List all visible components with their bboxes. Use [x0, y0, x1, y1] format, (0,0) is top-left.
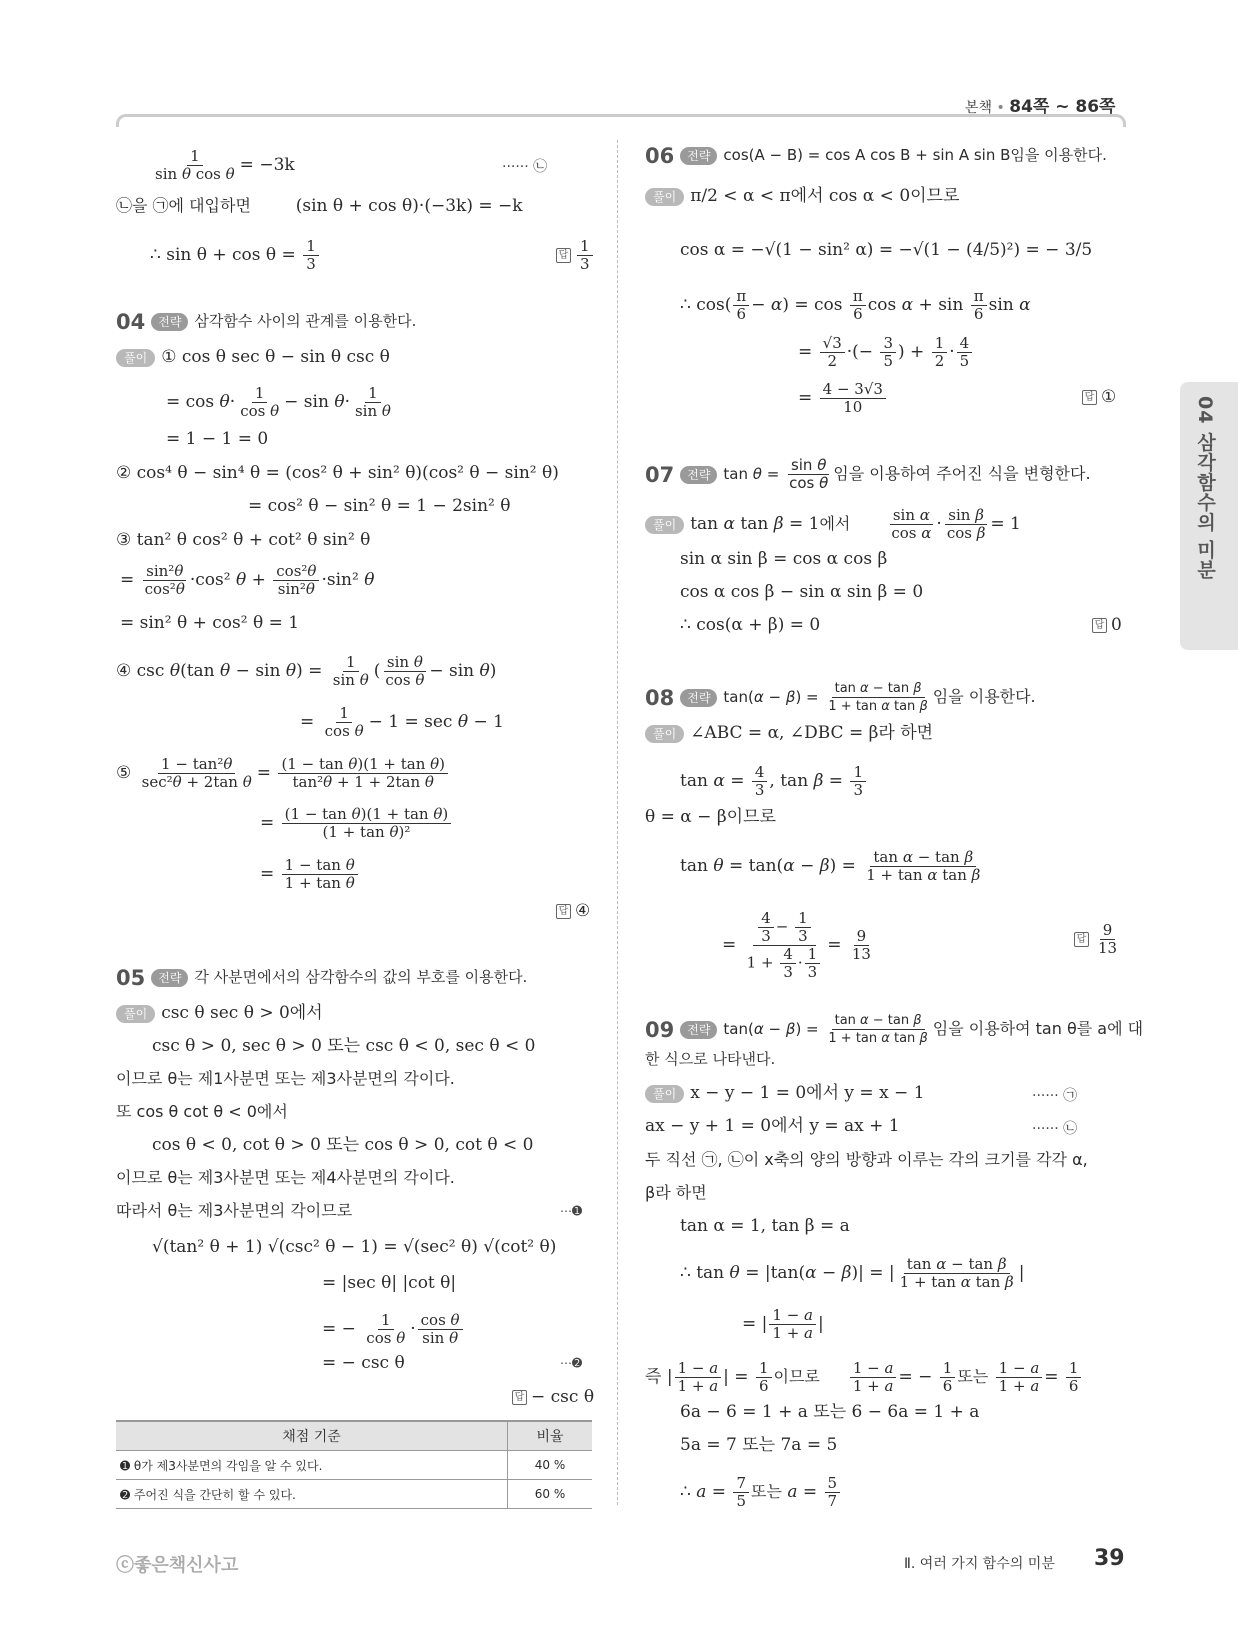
mark-2: ······ ㉡ — [1032, 1121, 1078, 1137]
p04-line7: = $\frac{\text{sin²θ}}{\text{cos²θ}}$ ·cos² θ + $\frac{\text{cos²θ}}{\text{sin²θ}}$ ·sin² θ — [120, 562, 375, 598]
p07-line1: 풀이 tan α tan β = 1에서 $\frac{\text{sin α}}{\text{cos α}}$ · $\frac{\text{sin β}}{\text{cos β}}$ = 1 — [645, 507, 1021, 542]
p05-line5: cos θ < 0, cot θ > 0 또는 cos θ > 0, cot θ < 0 — [152, 1135, 534, 1155]
p04-line9: ④ csc θ(tan θ − sin θ) = $\frac{1}{\text{sin θ}}$ ( $\frac{\text{sin θ}}{\text{cos θ}}$ − sin θ) — [116, 653, 497, 689]
solution-tag: 풀이 — [645, 725, 684, 743]
left-top-line3: ∴ sin θ + cos θ = $\frac{1}{3}$ — [150, 238, 321, 273]
p08-line1 — [645, 722, 933, 744]
p04-line12: = $\frac{\text{(1 − tan θ)(1 + tan θ)}}{\text{(1 + tan θ)²}}$ — [260, 806, 453, 841]
p09-line6: ∴ tan θ = |tan(α − β)| = | $\frac{\text{tan α − tan β}}{\text{1 + tan α tan β}}$ | — [680, 1255, 1025, 1291]
strategy-text: tan(α − β) = $\frac{\text{tan α − tan β}}{\text{1 + tan α tan β}}$ 임을 이용하여 tan θ를 a에 대 — [723, 1013, 1144, 1046]
line-rhs: = −3k — [239, 155, 295, 175]
p08-line4: tan θ = tan(α − β) = $\frac{\text{tan α − tan β}}{\text{1 + tan α tan β}}$ — [680, 848, 981, 884]
p04-l1: ① cos θ sec θ − sin θ csc θ — [161, 347, 390, 367]
table-row — [116, 1451, 592, 1480]
page-number: 39 — [1094, 1546, 1125, 1571]
p05-l1: csc θ sec θ > 0에서 — [161, 1003, 323, 1023]
answer-top: 답 $\frac{1}{3}$ — [556, 238, 595, 273]
table-cell: ➊ θ가 제3사분면의 각임을 알 수 있다. — [116, 1451, 508, 1480]
left-top-line1: $\frac{1}{\text{sin θ cos θ}}$ = −3k — [155, 147, 295, 183]
p08-line2: tan α = $\frac{4}{3}$ , tan β = $\frac{1}{3}$ — [680, 764, 868, 799]
solution-tag: 풀이 — [116, 349, 155, 367]
p05-line6: 이므로 θ는 제3사분면 또는 제4사분면의 각이다. — [116, 1168, 455, 1187]
p05-line9: = |sec θ| |cot θ| — [322, 1273, 457, 1293]
answer-06 — [1082, 386, 1116, 408]
header-book: 본책 — [965, 100, 993, 116]
answer-value: 0 — [1111, 615, 1122, 635]
p06-line2: cos α = −√(1 − sin² α) = −√(1 − (4/5)²) = − 3/5 — [680, 240, 1093, 260]
table-cell: ➋ 주어진 식을 간단히 할 수 있다. — [116, 1480, 508, 1509]
p04-line5: = cos² θ − sin² θ = 1 − 2sin² θ — [248, 496, 511, 516]
strategy-text: tan θ = $\frac{\text{sin θ}}{\text{cos θ}}$ 임을 이용하여 주어진 식을 변형한다. — [723, 456, 1091, 492]
p09-line10: 5a = 7 또는 7a = 5 — [680, 1435, 838, 1455]
substitute-math: (sin θ + cos θ)·(−3k) = −k — [295, 196, 523, 216]
p05-line11: = − csc θ — [322, 1353, 405, 1373]
p09-line8: 즉 | $\frac{1 - a}{1 + a}$ | = $\frac{1}{6}$ 이므로 $\frac{1 - a}{1 + a}$ = − $\frac{1}{6}$ 또는 $\frac{1 - a}{1 + a}$ = $\frac{1}{6}$ — [645, 1360, 1083, 1395]
mark-step1: ⋯➊ — [560, 1204, 583, 1218]
answer-value: ① — [1101, 387, 1117, 407]
p09-line2: ax − y + 1 = 0에서 y = ax + 1 — [645, 1116, 900, 1136]
mark-1: ······ ㉠ — [1032, 1088, 1078, 1104]
p04-line3: = 1 − 1 = 0 — [166, 429, 269, 449]
header-rule — [116, 114, 1126, 127]
page-header: 본책 • 84쪽 ~ 86쪽 — [965, 97, 1116, 117]
strategy-text: cos(A − B) = cos A cos B + sin A sin B임을 이용한다. — [723, 146, 1107, 164]
p04-line13: = $\frac{\text{1 − tan θ}}{\text{1 + tan θ}}$ — [260, 857, 360, 892]
strategy-tag: 전략 — [151, 969, 188, 987]
scoring-table — [116, 1420, 592, 1509]
table-row — [116, 1480, 592, 1509]
p05-line7: 따라서 θ는 제3사분면의 각이므로 — [116, 1201, 353, 1220]
p09-l1: x − y − 1 = 0에서 y = x − 1 — [690, 1083, 925, 1103]
p05-line1 — [116, 1002, 323, 1024]
p04-line1 — [116, 346, 390, 368]
p07-line2: sin α sin β = cos α cos β — [680, 549, 888, 569]
answer-icon: 답 — [1082, 390, 1097, 405]
p05-line3: 이므로 θ는 제1사분면 또는 제3사분면의 각이다. — [116, 1069, 455, 1088]
strategy-tag: 전략 — [680, 147, 717, 165]
p09-line3: 두 직선 ㉠, ㉡이 x축의 양의 방향과 이루는 각의 크기를 각각 α, — [645, 1150, 1088, 1169]
mark-2: ······ ㉡ — [502, 159, 548, 175]
p04-line4: ② cos⁴ θ − sin⁴ θ = (cos² θ + sin² θ)(cos² θ − sin² θ) — [116, 463, 559, 483]
p05-line2: csc θ > 0, sec θ > 0 또는 csc θ < 0, sec θ < 0 — [152, 1036, 536, 1056]
answer-05 — [512, 1386, 594, 1408]
header-pages: 84쪽 ~ 86쪽 — [1009, 97, 1116, 117]
chapter-side-tab — [1180, 382, 1238, 650]
strategy-text: tan(α − β) = $\frac{\text{tan α − tan β}}{\text{1 + tan α tan β}}$ 임을 이용한다. — [723, 681, 1036, 714]
problem-number: 08 — [645, 685, 675, 710]
p04-line6: ③ tan² θ cos² θ + cot² θ sin² θ — [116, 530, 371, 550]
p05-line10: = − $\frac{1}{\text{cos θ}}$ · $\frac{\text{cos θ}}{\text{sin θ}}$ — [322, 1312, 465, 1347]
problem-06-heading — [645, 144, 1107, 167]
p09-strategy-line2: 한 식으로 나타낸다. — [645, 1050, 776, 1068]
problem-04-heading — [116, 310, 416, 333]
answer-04 — [556, 900, 590, 922]
p04-line8: = sin² θ + cos² θ = 1 — [120, 613, 300, 633]
p06-line3: ∴ cos( $\frac{\pi}{6}$ − α) = cos $\frac{\pi}{6}$ cos α + sin $\frac{\pi}{6}$ sin α — [680, 287, 1031, 323]
answer-07 — [1092, 614, 1122, 636]
p08-line3: θ = α − β이므로 — [645, 807, 776, 827]
left-top-line2 — [116, 195, 523, 217]
p07-line3: cos α cos β − sin α sin β = 0 — [680, 582, 924, 602]
answer-icon: 답 — [1074, 932, 1089, 947]
p09-line4: β라 하면 — [645, 1183, 707, 1202]
footer-chapter: Ⅱ. 여러 가지 함수의 미분 — [904, 1556, 1055, 1572]
p09-line1 — [645, 1082, 925, 1104]
answer-value: − csc θ — [531, 1387, 595, 1407]
strategy-tag: 전략 — [151, 313, 188, 331]
problem-number: 04 — [116, 309, 146, 334]
p06-line5: = $\frac{4 - 3√3}{10}$ — [798, 381, 888, 416]
p05-line4: 또 cos θ cot θ < 0에서 — [116, 1102, 288, 1121]
solution-tag: 풀이 — [645, 516, 684, 534]
p05-line8: √(tan² θ + 1) √(csc² θ − 1) = √(sec² θ) √(cot² θ) — [152, 1237, 557, 1257]
solution-tag: 풀이 — [645, 1085, 684, 1103]
mark-step2: ⋯➋ — [560, 1356, 583, 1370]
problem-07-heading — [645, 457, 1091, 492]
problem-number: 09 — [645, 1017, 675, 1042]
problem-number: 07 — [645, 462, 675, 487]
answer-icon: 답 — [556, 904, 571, 919]
table-cell: 60 % — [508, 1480, 593, 1509]
result-text: ∴ sin θ + cos θ = — [150, 245, 296, 265]
footer-brand: ⓒ좋은책신사고 — [116, 1555, 239, 1576]
p06-l1: π/2 < α < π에서 cos α < 0이므로 — [690, 186, 960, 206]
answer-08: 답 $\frac{9}{13}$ — [1074, 922, 1122, 957]
p09-line7: = | $\frac{1 - a}{1 + a}$ | — [742, 1306, 824, 1342]
p09-line9: 6a − 6 = 1 + a 또는 6 − 6a = 1 + a — [680, 1402, 980, 1422]
answer-icon: 답 — [556, 248, 571, 263]
strategy-tag: 전략 — [680, 689, 717, 707]
p04-line11: ⑤ $\frac{\text{1 − tan²θ}}{\text{sec²θ + 2tan θ}}$ = $\frac{\text{(1 − tan θ)(1 + tan θ)}}{\text{tan²θ + 1 + 2tan θ}}$ — [116, 756, 450, 791]
problem-05-heading — [116, 966, 527, 989]
solution-tag: 풀이 — [645, 188, 684, 206]
answer-icon: 답 — [1092, 618, 1107, 633]
problem-number: 06 — [645, 143, 675, 168]
problem-09-heading — [645, 1012, 1143, 1047]
side-tab-label: 04 삼각함수의 미분 — [1194, 396, 1216, 580]
p06-line4: = $\frac{√3}{2}$ ·(− $\frac{3}{5}$ ) + $\frac{1}{2}$ · $\frac{4}{5}$ — [798, 335, 974, 370]
table-header-ratio: 비율 — [508, 1421, 593, 1451]
answer-icon: 답 — [512, 1390, 527, 1405]
p08-line5: = $\frac{4}{3}$ − $\frac{1}{3}$ 1 + $\frac{4}{3}$ · $\frac{1}{3}$ = $\frac{9}{13}$ — [722, 909, 871, 981]
column-divider — [617, 140, 618, 1505]
table-header-criteria: 채점 기준 — [116, 1421, 508, 1451]
answer-value: ④ — [575, 901, 591, 921]
p06-line1 — [645, 185, 959, 207]
problem-number: 05 — [116, 965, 146, 990]
p04-line10: = $\frac{1}{\text{cos θ}}$ − 1 = sec θ − 1 — [300, 704, 504, 740]
p04-line2: = cos θ· $\frac{1}{\text{cos θ}}$ − sin θ· $\frac{1}{\text{sin θ}}$ — [166, 384, 391, 420]
strategy-text: 각 사분면에서의 삼각함수의 값의 부호를 이용한다. — [194, 968, 528, 986]
strategy-tag: 전략 — [680, 466, 717, 484]
problem-08-heading — [645, 680, 1036, 715]
substitute-text: ㉡을 ㉠에 대입하면 — [116, 196, 251, 215]
p07-line4: ∴ cos(α + β) = 0 — [680, 615, 821, 635]
solution-tag: 풀이 — [116, 1005, 155, 1023]
p08-l1: ∠ABC = α, ∠DBC = β라 하면 — [690, 723, 934, 743]
strategy-text: 삼각함수 사이의 관계를 이용한다. — [194, 312, 417, 330]
p09-line5: tan α = 1, tan β = a — [680, 1216, 850, 1236]
table-cell: 40 % — [508, 1451, 593, 1480]
p09-line11: ∴ a = $\frac{7}{5}$ 또는 a = $\frac{5}{7}$ — [680, 1475, 842, 1510]
strategy-tag: 전략 — [680, 1021, 717, 1039]
